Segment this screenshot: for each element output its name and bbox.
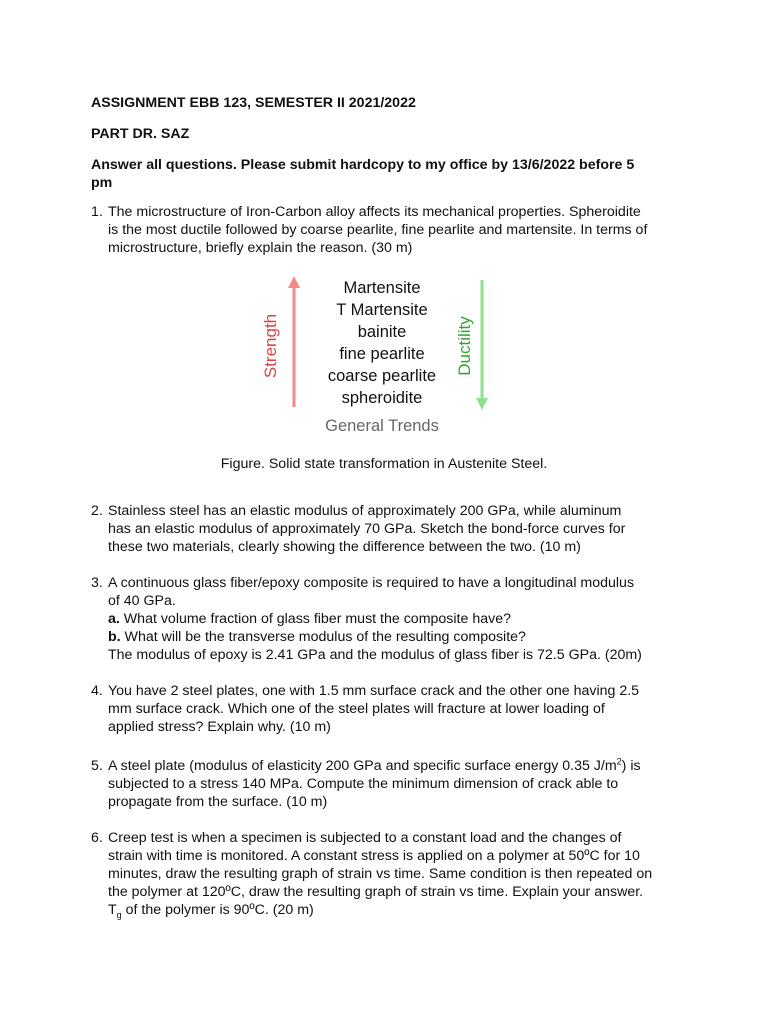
figure-caption: Figure. Solid state transformation in Austenite Steel. — [220, 456, 548, 472]
instructions-line-2: pm — [91, 175, 113, 191]
part-a-label: a. — [108, 611, 120, 627]
ductility-arrow-icon — [476, 280, 488, 410]
question-3 — [91, 574, 691, 664]
question-line: You have 2 steel plates, one with 1.5 mm surface crack and the other one having 2.5 — [108, 683, 640, 699]
strength-ductility-figure: Strength Ductility Martensite T Martensite bainite fine pearlite coarse pearlite spheroidite General Trends — [262, 272, 502, 444]
question-line: is the most ductile followed by coarse pearlite, fine pearlite and martensite. In terms of — [108, 222, 648, 238]
question-line: applied stress? Explain why. (10 m) — [108, 719, 331, 735]
question-number: 1. — [91, 204, 103, 220]
question-number: 3. — [91, 575, 103, 591]
microstructure-item: T Martensite — [336, 301, 428, 319]
question-line: propagate from the surface. (10 m) — [108, 794, 328, 810]
question-number: 6. — [91, 830, 103, 846]
question-number: 5. — [91, 758, 103, 774]
microstructure-item: bainite — [357, 323, 407, 341]
part-heading: PART DR. SAZ — [91, 126, 190, 142]
microstructure-item: coarse pearlite — [327, 367, 437, 385]
question-line: strain with time is monitored. A constant stress is applied on a polymer at 50ºC for 10 — [108, 848, 640, 864]
question-line: of 40 GPa. — [108, 593, 176, 609]
question-5 — [91, 757, 691, 811]
question-line: A continuous glass fiber/epoxy composite is required to have a longitudinal modulus — [108, 575, 635, 591]
question-number: 2. — [91, 503, 103, 519]
instructions-line-1: Answer all questions. Please submit hardcopy to my office by 13/6/2022 before 5 — [91, 157, 635, 173]
part-b-label: b. — [108, 629, 121, 645]
question-line: The modulus of epoxy is 2.41 GPa and the modulus of glass fiber is 72.5 GPa. (20m) — [108, 647, 642, 663]
question-line: Creep test is when a specimen is subjected to a constant load and the changes of — [108, 830, 622, 846]
strength-arrow-icon — [288, 276, 300, 407]
question-6 — [91, 829, 691, 919]
question-line: subjected to a stress 140 MPa. Compute the minimum dimension of crack able to — [108, 776, 619, 792]
question-line: the polymer at 120ºC, draw the resulting graph of strain vs time. Explain your answer. — [108, 884, 644, 900]
question-line: The microstructure of Iron-Carbon alloy affects its mechanical properties. Spheroidite — [108, 204, 641, 220]
question-line: microstructure, briefly explain the reason. (30 m) — [108, 240, 413, 256]
microstructure-list — [302, 277, 462, 409]
microstructure-item: Martensite — [343, 279, 421, 297]
question-line: Stainless steel has an elastic modulus of approximately 200 GPa, while aluminum — [108, 503, 622, 519]
question-part-b — [108, 628, 691, 646]
question-2 — [91, 502, 691, 556]
microstructure-item: spheroidite — [341, 389, 423, 407]
question-1 — [91, 203, 691, 257]
part-a-text: What volume fraction of glass fiber must the composite have? — [119, 611, 511, 627]
part-b-text: What will be the transverse modulus of the resulting composite? — [120, 629, 526, 645]
question-4 — [91, 682, 691, 736]
question-line: minutes, draw the resulting graph of strain vs time. Same condition is then repeated on — [108, 866, 653, 882]
question-line: these two materials, clearly showing the difference between the two. (10 m) — [108, 539, 581, 555]
microstructure-item: fine pearlite — [339, 345, 425, 363]
general-trends-label: General Trends — [325, 417, 439, 435]
question-line-with-superscript: A steel plate (modulus of elasticity 200 GPa and specific surface energy 0.35 $J/m^2$) is — [108, 756, 641, 774]
question-number: 4. — [91, 683, 103, 699]
question-line: has an elastic modulus of approximately 70 GPa. Sketch the bond-force curves for — [108, 521, 626, 537]
question-line: mm surface crack. Which one of the steel plates will fracture at lower loading of — [108, 701, 605, 717]
assignment-title: ASSIGNMENT EBB 123, SEMESTER II 2021/2022 — [91, 95, 416, 111]
question-part-a — [108, 610, 691, 628]
question-line-with-subscript: $T_g$ of the polymer is 90ºC. (20 m) — [108, 902, 314, 920]
